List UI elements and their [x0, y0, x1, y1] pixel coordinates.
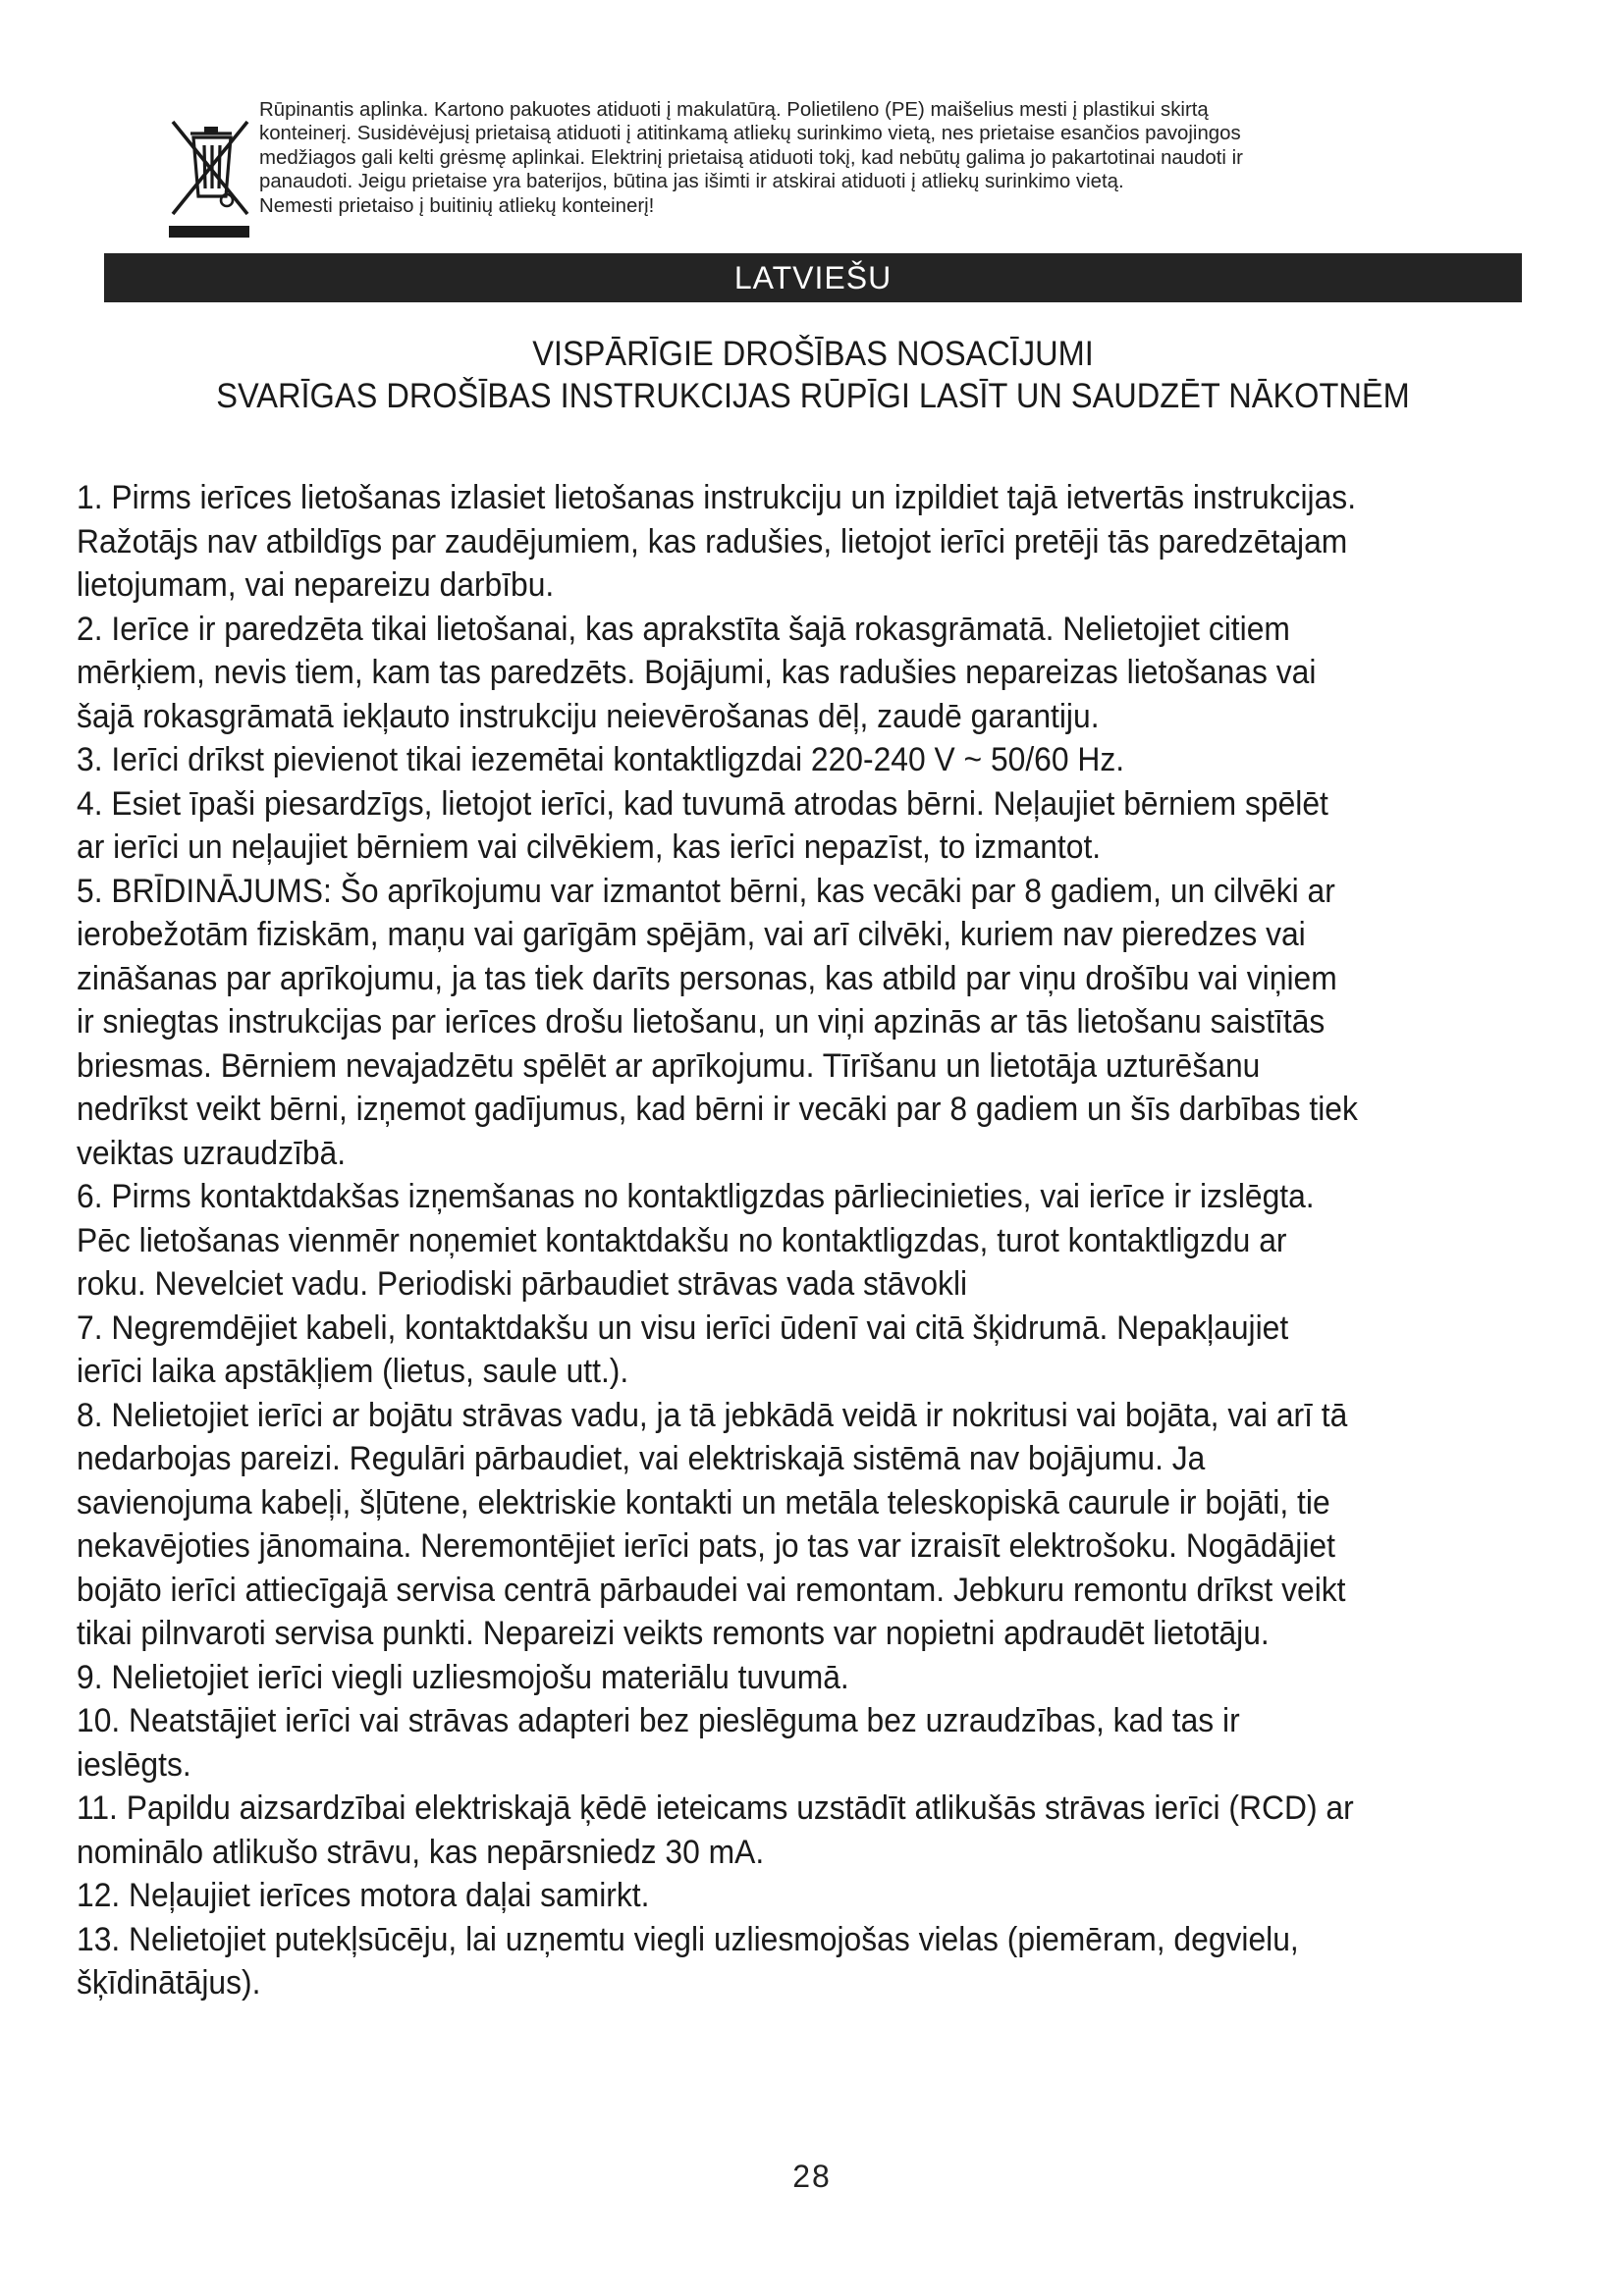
instruction-line: nominālo atlikušo strāvu, kas nepārsniedz 30 mA. [77, 1833, 765, 1871]
instruction-line: 1. Pirms ierīces lietošanas izlasiet lietošanas instrukciju un izpildiet tajā ietvertās instrukcijas. [77, 479, 1357, 516]
recycling-notice-text [259, 98, 1526, 218]
recycling-notice-line: konteinerį. Susidėvėjusį prietaisą atiduoti į atitinkamą atliekų surinkimo vietą, nes prietaise esančios pavojingos [259, 123, 1241, 145]
instruction-line: 4. Esiet īpaši piesardzīgs, lietojot ierīci, kad tuvumā atrodas bērni. Neļaujiet bērniem spēlēt [77, 784, 1328, 823]
instruction-line: nedarbojas pareizi. Regulāri pārbaudiet, vai elektriskajā sistēmā nav bojājumu. Ja [77, 1440, 1206, 1477]
instruction-line: ierobežotām fiziskām, maņu vai garīgām spējām, vai arī cilvēki, kuriem nav pieredzes vai [77, 916, 1306, 953]
instruction-line: roku. Nevelciet vadu. Periodiski pārbaudiet strāvas vada stāvokli [77, 1265, 968, 1303]
language-section-bar: LATVIEŠU [104, 253, 1522, 302]
instruction-line: savienojuma kabeļi, šļūtene, elektriskie kontakti un metāla teleskopiskā caurule ir bojāti, tie [77, 1483, 1330, 1522]
recycling-notice-line: Rūpinantis aplinka. Kartono pakuotes atiduoti į makulatūrą. Polietileno (PE) maišelius mesti į plastikui skirtą [259, 99, 1209, 121]
recycling-notice [167, 98, 1522, 245]
instruction-line: ir sniegtas instrukcijas par ierīces drošu lietošanu, un viņi apzinās ar tās lietošanu saistītās [77, 1003, 1326, 1041]
instruction-line: 10. Neatstājiet ierīci vai strāvas adapteri bez pieslēguma bez uzraudzības, kad tas ir [77, 1702, 1240, 1739]
instruction-line: 8. Nelietojiet ierīci ar bojātu strāvas vadu, ja tā jebkādā veidā ir nokritusi vai bojāta, vai arī tā [77, 1396, 1348, 1434]
page-number: 28 [792, 2159, 832, 2194]
instruction-line: 6. Pirms kontaktdakšas izņemšanas no kontaktligzdas pārliecinieties, vai ierīce ir izslēgta. [77, 1178, 1315, 1215]
instruction-line: briesmas. Bērniem nevajadzētu spēlēt ar aprīkojumu. Tīrīšanu un lietotāja uzturēšanu [77, 1046, 1261, 1085]
instruction-line: 2. Ierīce ir paredzēta tikai lietošanai, kas aprakstīta šajā rokasgrāmatā. Nelietojiet citiem [77, 610, 1290, 648]
instruction-line: veiktas uzraudzībā. [77, 1134, 347, 1172]
instruction-line: 11. Papildu aizsardzībai elektriskajā ķēdē ieteicams uzstādīt atlikušās strāvas ierīci (RCD) ar [77, 1789, 1354, 1827]
crossed-out-wheelie-bin-icon [167, 110, 253, 240]
instruction-line: tikai pilnvaroti servisa punkti. Nepareizi veikts remonts var nopietni apdraudēt lietotāju. [77, 1615, 1270, 1652]
recycling-notice-line: medžiagos gali kelti grėsmę aplinkai. Elektrinį prietaisą atiduoti tokį, kad nebūtų galima jo pakartotinai naudoti ir [259, 146, 1243, 169]
instruction-line: mērķiem, nevis tiem, kam tas paredzēts. Bojājumi, kas radušies nepareizas lietošanas vai [77, 654, 1317, 691]
instruction-line: šķīdinātājus). [77, 1964, 261, 2002]
instruction-line: ierīci laika apstākļiem (lietus, saule utt.). [77, 1353, 629, 1390]
instruction-line: bojāto ierīci attiecīgajā servisa centrā pārbaudei vai remontam. Jebkuru remontu drīkst veikt [77, 1571, 1346, 1609]
instruction-line: 12. Neļaujiet ierīces motora daļai samirkt. [77, 1877, 650, 1914]
instruction-line: ieslēgts. [77, 1745, 191, 1784]
instruction-line: 9. Nelietojiet ierīci viegli uzliesmojošu materiālu tuvumā. [77, 1658, 849, 1696]
instruction-line: 3. Ierīci drīkst pievienot tikai iezemētai kontaktligzdai 220-240 V ~ 50/60 Hz. [77, 741, 1125, 778]
safety-instructions [77, 476, 1452, 2005]
section-subtitle: SVARĪGAS DROŠĪBAS INSTRUKCIJAS RŪPĪGI LASĪT UN SAUDZĒT NĀKOTNĒM [216, 377, 1410, 415]
instruction-line: lietojumam, vai nepareizu darbību. [77, 566, 555, 604]
instruction-line: Pēc lietošanas vienmēr noņemiet kontaktdakšu no kontaktligzdas, turot kontaktligzdu ar [77, 1221, 1287, 1259]
instruction-line: šajā rokasgrāmatā iekļauto instrukciju neievērošanas dēļ, zaudē garantiju. [77, 697, 1100, 735]
instruction-line: nekavējoties jānomaina. Neremontējiet ierīci pats, jo tas var izraisīt elektrošoku. Nogādājiet [77, 1527, 1335, 1565]
recycling-notice-line: panaudoti. Jeigu prietaise yra baterijos, būtina jas išimti ir atskirai atiduoti į atliekų surinkimo vietą. [259, 171, 1124, 193]
instruction-line: 7. Negremdējiet kabeli, kontaktdakšu un visu ierīci ūdenī vai citā šķidrumā. Nepakļaujiet [77, 1308, 1289, 1347]
instruction-line: ar ierīci un neļaujiet bērniem vai cilvēkiem, kas ierīci nepazīst, to izmantot. [77, 828, 1102, 866]
section-title: VISPĀRĪGIE DROŠĪBAS NOSACĪJUMI [532, 335, 1094, 373]
instruction-line: Ražotājs nav atbildīgs par zaudējumiem, kas radušies, lietojot ierīci pretēji tās paredzētajam [77, 522, 1348, 561]
instruction-line: zināšanas par aprīkojumu, ja tas tiek darīts personas, kas atbild par viņu drošību vai viņiem [77, 959, 1337, 997]
instruction-line: 5. BRĪDINĀJUMS: Šo aprīkojumu var izmantot bērni, kas vecāki par 8 gadiem, un cilvēki ar [77, 872, 1335, 910]
instruction-line: nedrīkst veikt bērni, izņemot gadījumus, kad bērni ir vecāki par 8 gadiem un šīs darbības tiek [77, 1091, 1358, 1128]
instruction-line: 13. Nelietojiet putekļsūcēju, lai uzņemtu viegli uzliesmojošas vielas (piemēram, degvielu, [77, 1920, 1299, 1958]
recycling-notice-line: Nemesti prietaiso į buitinių atliekų konteinerį! [259, 194, 655, 217]
